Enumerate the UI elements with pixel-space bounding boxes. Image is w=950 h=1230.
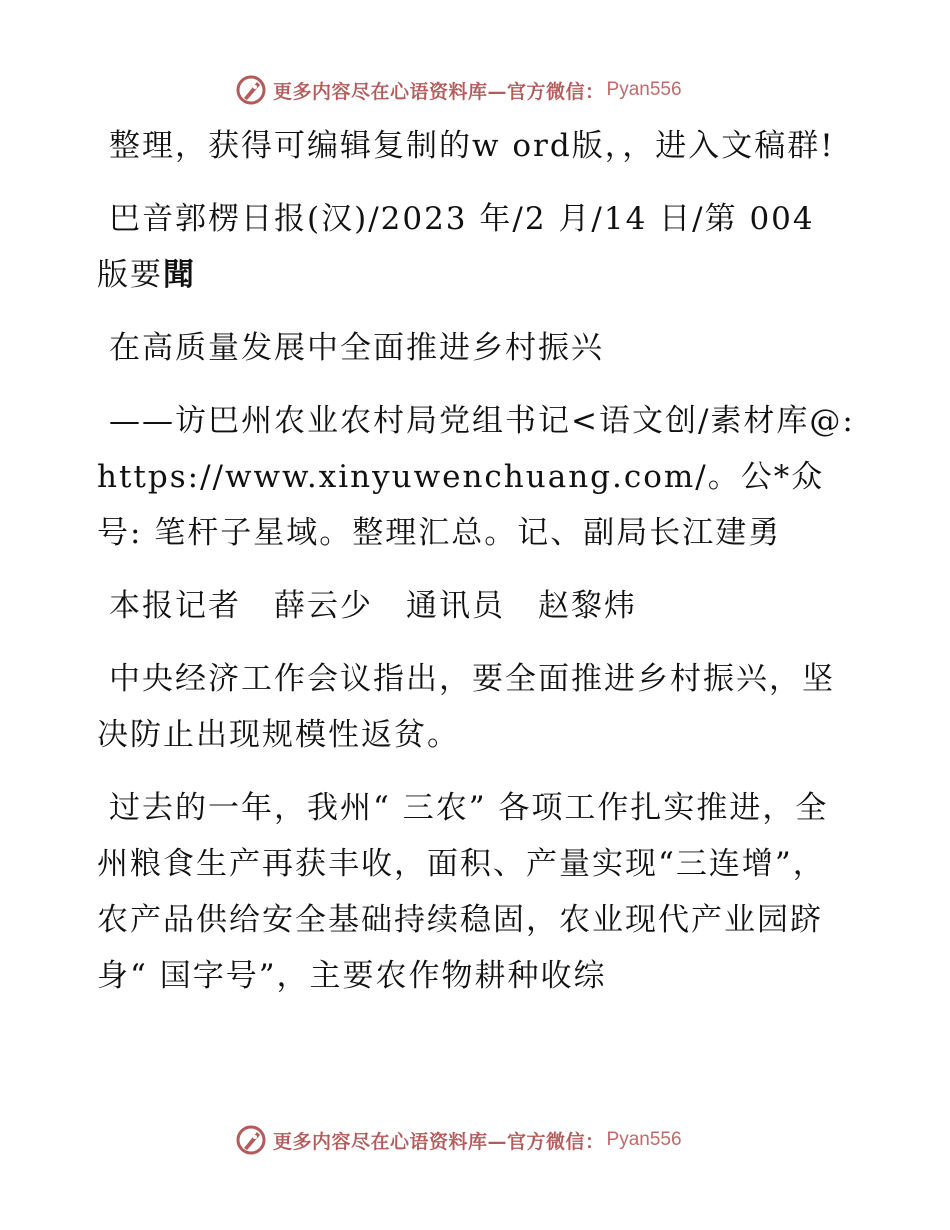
quill-circle-logo-icon bbox=[235, 1124, 267, 1156]
watermark-footer bbox=[235, 1122, 682, 1158]
source-tail-char: 聞 bbox=[163, 257, 196, 293]
paragraph-source: 巴音郭楞日报(汉)/2023 年/2 月/14 日/第 004 版要聞 bbox=[97, 201, 827, 293]
article-subtitle: ——访巴州农业农村局党组书记<语文创/素材库@: https://www.xinyuwenchuang.com/。公*众号: 笔杆子星域。整理汇总。记、副局长江建勇 bbox=[97, 403, 867, 551]
quill-circle-logo-icon bbox=[235, 74, 267, 106]
paragraph-intro: 整理，获得可编辑复制的w ord版，，进入文稿群! bbox=[109, 128, 835, 164]
watermark-header bbox=[235, 72, 682, 108]
document-body bbox=[97, 118, 867, 1021]
paragraph-1: 中央经济工作会议指出，要全面推进乡村振兴，坚决防止出现规模性返贫。 bbox=[97, 661, 835, 753]
watermark-wechat-id: Pyan556 bbox=[606, 1129, 682, 1150]
byline: 本报记者 薛云少 通讯员 赵黎炜 bbox=[109, 588, 637, 624]
article-title: 在高质量发展中全面推进乡村振兴 bbox=[109, 330, 604, 366]
watermark-text: 更多内容尽在心语资料库—官方微信： bbox=[273, 80, 605, 103]
watermark-wechat-id: Pyan556 bbox=[606, 79, 682, 100]
paragraph-2: 过去的一年，我州“ 三农” 各项工作扎实推进，全州粮食生产再获丰收，面积、产量实现“三连增”，农产品供给安全基础持续稳固，农业现代产业园跻身“ 国字号”，主要农作物耕种收综 bbox=[97, 790, 829, 994]
watermark-text: 更多内容尽在心语资料库—官方微信： bbox=[273, 1130, 605, 1153]
